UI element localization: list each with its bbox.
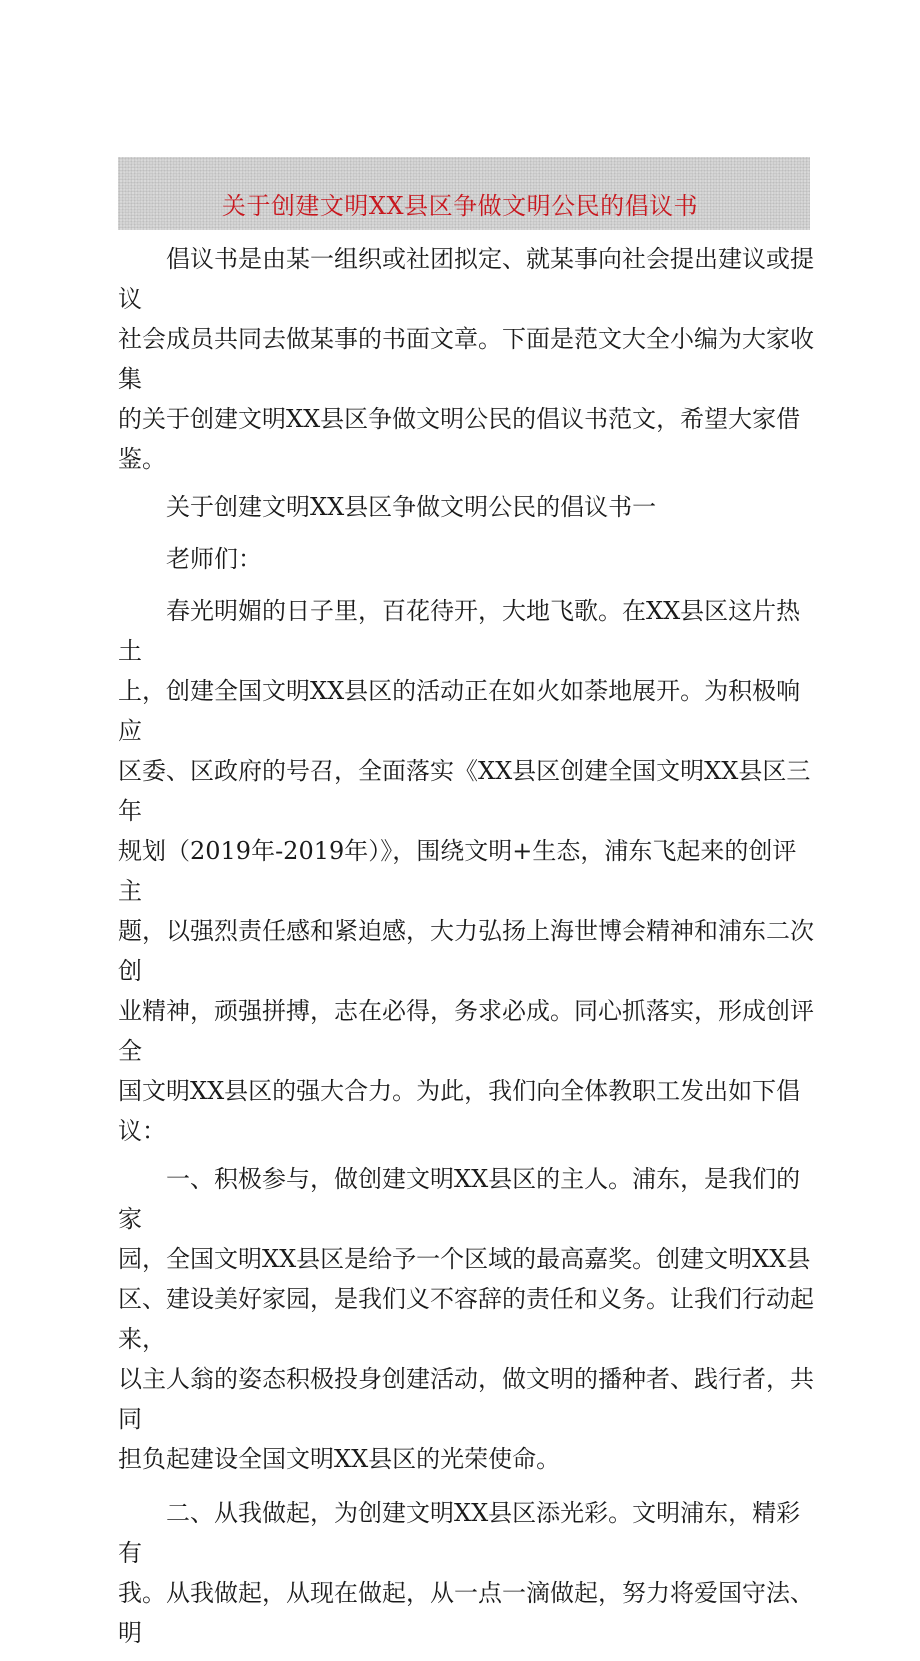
section-heading: 关于创建文明XX县区争做文明公民的倡议书一 xyxy=(166,493,657,521)
document-body xyxy=(118,239,818,1661)
intro-paragraph: 倡议书是由某一组织或社团拟定、就某事向社会提出建议或提议 社会成员共同去做某事的书面文章。下面是范文大全小编为大家收集 的关于创建文明XX县区争做文明公民的倡议书范文，希望大家借鉴。 xyxy=(118,245,814,473)
proposal-two-paragraph: 二、从我做起，为创建文明XX县区添光彩。文明浦东，精彩有 我。从我做起，从现在做起，从一点一滴做起，努力将爱国守法、明 xyxy=(118,1499,814,1647)
body-paragraph: 春光明媚的日子里，百花待开，大地飞歌。在XX县区这片热土 上，创建全国文明XX县区的活动正在如火如荼地展开。为积极响应 区委、区政府的号召，全面落实《XX县区创建全国文明XX县区三年 规划（2019年-2019年）》，围绕文明+生态，浦东飞起来的创评主 题，以强烈责任感和紧迫感，大力弘扬上海世博会精神和浦东二次创 业精神，顽强拼搏，志在必得，务求必成。同心抓落实，形成创评全 国文明XX县区的强大合力。为此，我们向全体教职工发出如下倡议： xyxy=(118,597,814,1145)
proposal-one-paragraph: 一、积极参与，做创建文明XX县区的主人。浦东，是我们的家 园，全国文明XX县区是给予一个区域的最高嘉奖。创建文明XX县 区、建设美好家园，是我们义不容辞的责任和义务。让我们行动起来， 以主人翁的姿态积极投身创建活动，做文明的播种者、践行者，共同 担负起建设全国文明XX县区的光荣使命。 xyxy=(118,1165,814,1473)
salutation: 老师们： xyxy=(166,545,262,573)
document-title: 关于创建文明XX县区争做文明公民的倡议书 xyxy=(221,192,699,220)
